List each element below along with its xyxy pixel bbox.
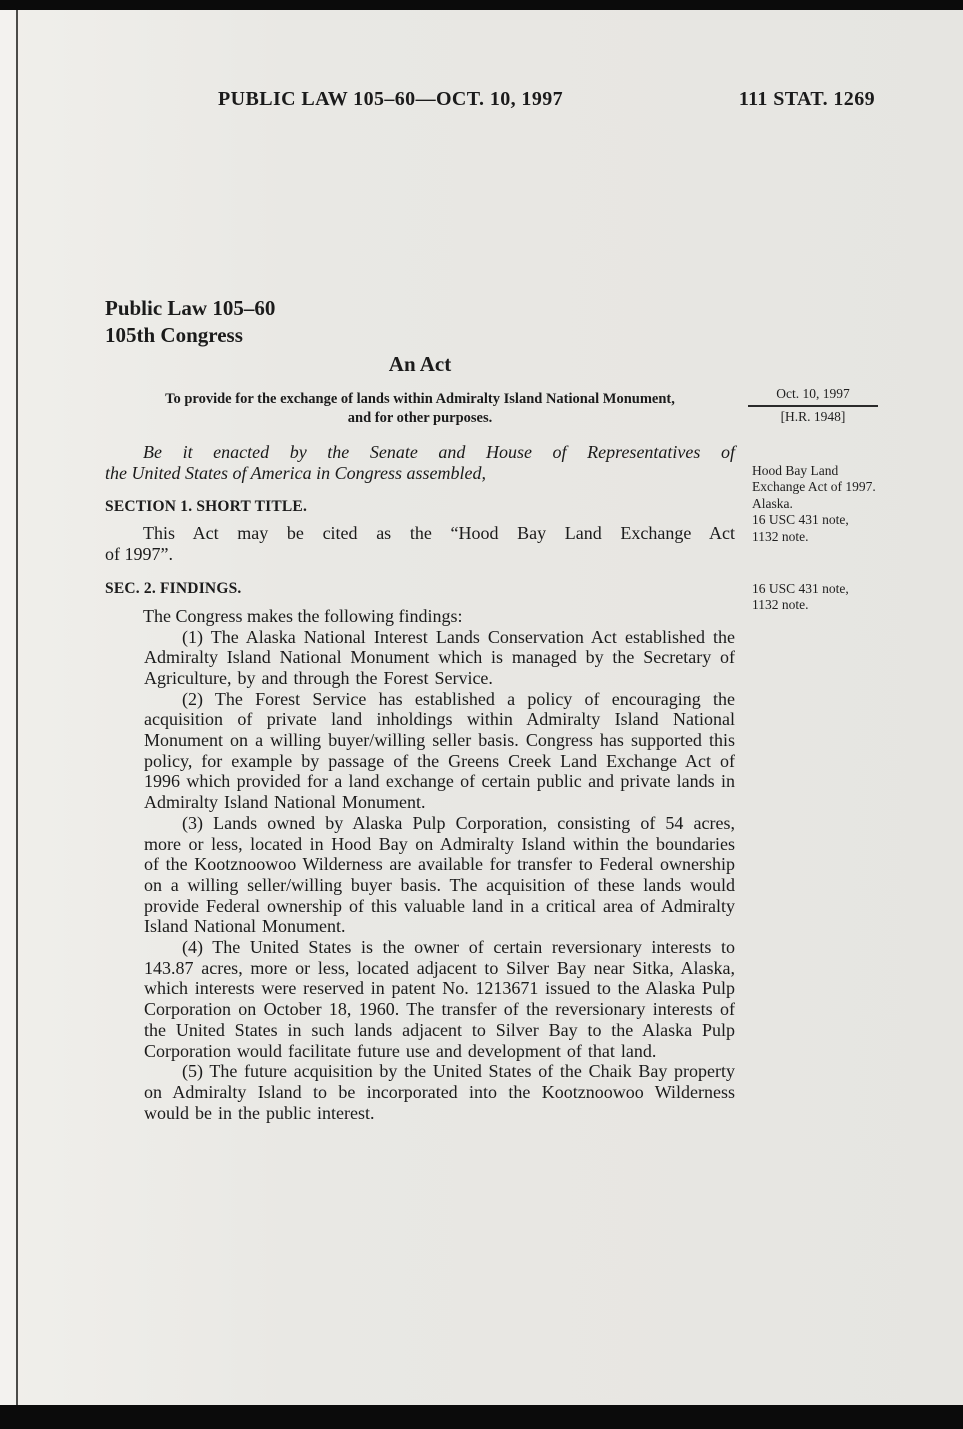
running-head-law: PUBLIC LAW 105–60—OCT. 10, 1997 xyxy=(218,88,564,110)
finding-5: (5) The future acquisition by the United States of the Chaik Bay property on Admiralty Island to be incorporated into the Kootznoowoo Wilderness would be in the public interest. xyxy=(144,1061,735,1123)
act-preamble-line1: To provide for the exchange of lands within Admiralty Island National Monument, xyxy=(165,391,675,407)
scan-left-strip xyxy=(0,10,16,1405)
running-head-stat-page: 111 STAT. 1269 xyxy=(738,88,875,110)
finding-2: (2) The Forest Service has established a policy of encouraging the acquisition of private land inholdings within Admiralty Island National Monument on a willing buyer/willing seller basis. Congress has supported this policy, for example by passage of the Greens Creek Land Exchange Act of 1996 which provided for a land exchange of certain public and private lands in Admiralty Island National Monument. xyxy=(144,688,735,813)
margin-notes-section2 xyxy=(752,581,878,614)
act-heading: An Act xyxy=(388,352,452,376)
public-law-number: Public Law 105–60 xyxy=(105,296,276,320)
margin-note-state: Alaska. xyxy=(752,495,793,511)
section1-body-line1: This Act may be cited as the “Hood Bay Land Exchange Act xyxy=(143,523,735,544)
scan-left-line xyxy=(16,10,18,1405)
act-preamble xyxy=(105,390,735,428)
statute-body xyxy=(105,295,735,1123)
section2-heading: SEC. 2. FINDINGS. xyxy=(105,579,242,597)
section1-body-line2: of 1997”. xyxy=(105,544,173,565)
margin-note-date: Oct. 10, 1997 xyxy=(776,386,850,401)
margin-note-rule xyxy=(748,405,878,407)
act-preamble-line2: and for other purposes. xyxy=(347,410,493,426)
margin-note-usc-first: 16 USC 431 note, 1132 note. xyxy=(752,512,849,544)
scan-edge-top xyxy=(0,0,963,10)
margin-note-short-title: Hood Bay Land Exchange Act of 1997. xyxy=(752,463,876,495)
finding-1: (1) The Alaska National Interest Lands Conservation Act established the Admiralty Island National Monument which is managed by the Secretary of Agriculture, by and through the Forest Service. xyxy=(144,626,735,688)
section1-heading: SECTION 1. SHORT TITLE. xyxy=(105,498,308,516)
margin-note-bill-number: [H.R. 1948] xyxy=(780,409,846,425)
enacting-clause xyxy=(105,442,735,483)
section2-intro: The Congress makes the following findings: xyxy=(143,605,463,626)
finding-4: (4) The United States is the owner of certain reversionary interests to 143.87 acres, more or less, located adjacent to Silver Bay near Sitka, Alaska, which interests were reserved in patent No. 1213671 issued to the Alaska Pulp Corporation on October 18, 1960. The transfer of the reversionary interests of the United States in such lands adjacent to Silver Bay to the Alaska Pulp Corporation would facilitate future use and development of that land. xyxy=(144,937,735,1061)
section1-body xyxy=(105,523,735,564)
scan-edge-bottom xyxy=(0,1405,963,1429)
finding-3: (3) Lands owned by Alaska Pulp Corporation, consisting of 54 acres, more or less, located in Hood Bay on Admiralty Island within the boundaries of the Kootznoowoo Wilderness are available for transfer to Federal ownership on a willing seller/willing buyer basis. The acquisition of these lands would provide Federal ownership of this valuable land in a critical area of Admiralty Island National Monument. xyxy=(144,812,735,937)
margin-note-usc-second: 16 USC 431 note, 1132 note. xyxy=(752,581,849,613)
congress-number: 105th Congress xyxy=(105,323,243,347)
enacting-clause-line1: Be it enacted by the Senate and House of Representatives of xyxy=(143,442,735,462)
enacting-clause-line2: the United States of America in Congress assembled, xyxy=(105,462,486,483)
margin-notes-section1 xyxy=(752,463,878,545)
margin-note-date-block xyxy=(748,386,878,426)
